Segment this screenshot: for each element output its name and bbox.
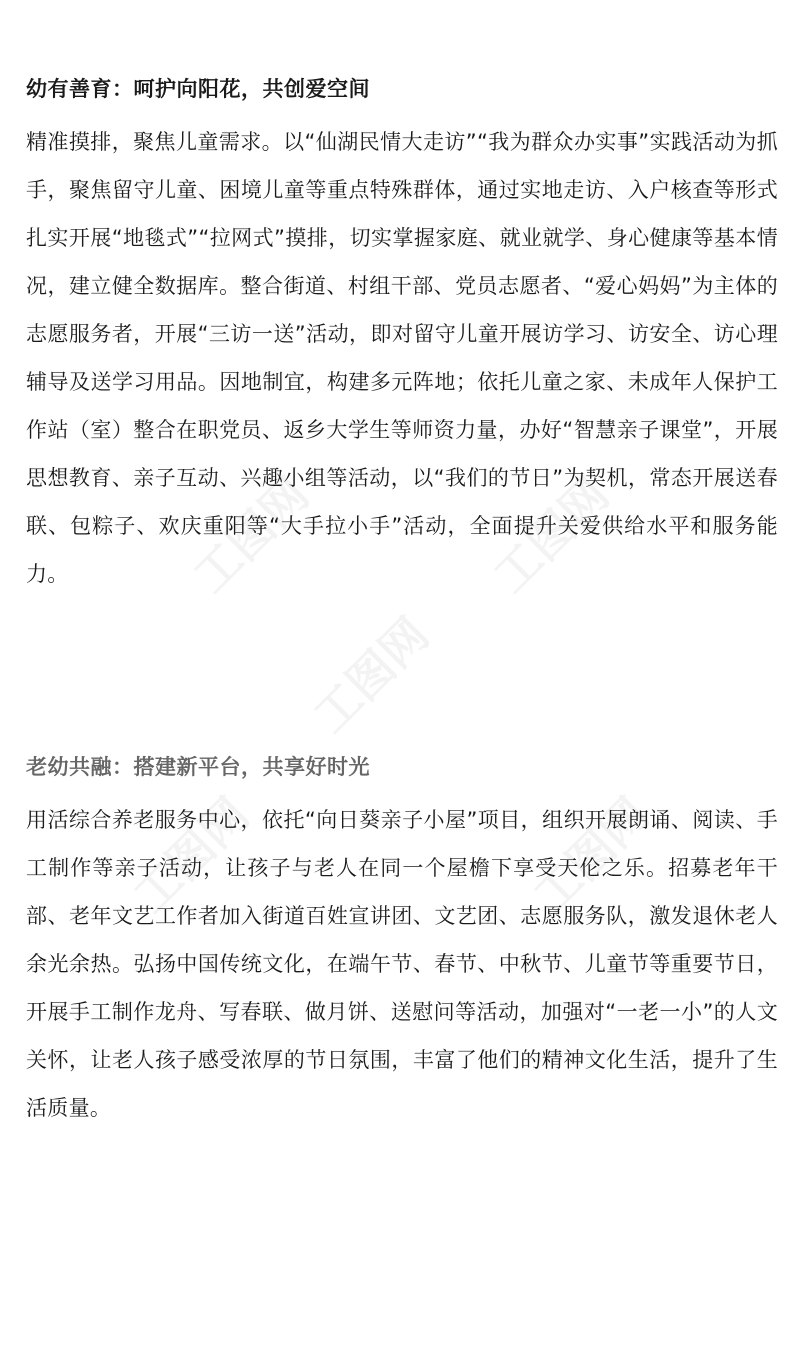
section-heading: 老幼共融：搭建新平台，共享好时光	[26, 755, 370, 779]
watermark: 工图网	[123, 787, 260, 924]
watermark: 工图网	[483, 467, 620, 604]
section-elder-child	[26, 750, 778, 1132]
watermark: 工图网	[523, 787, 660, 924]
section-child-care	[26, 72, 778, 598]
watermark: 工图网	[303, 607, 440, 744]
section-heading: 幼有善育：呵护向阳花，共创爱空间	[26, 77, 370, 101]
watermark: 工图网	[183, 467, 320, 604]
section-paragraph: 精准摸排，聚焦儿童需求。以“仙湖民情大走访”“我为群众办实事”实践活动为抓手，聚焦留守儿童、困境儿童等重点特殊群体，通过实地走访、入户核查等形式扎实开展“地毯式”“拉网式”摸排，切实掌握家庭、就业就学、身心健康等基本情况，建立健全数据库。整合街道、村组干部、党员志愿者、“爱心妈妈”为主体的志愿服务者，开展“三访一送”活动，即对留守儿童开展访学习、访安全、访心理辅导及送学习用品。因地制宜，构建多元阵地；依托儿童之家、未成年人保护工作站（室）整合在职党员、返乡大学生等师资力量，办好“智慧亲子课堂”，开展思想教育、亲子互动、兴趣小组等活动，以“我们的节日”为契机，常态开展送春联、包粽子、欢庆重阳等“大手拉小手”活动，全面提升关爱供给水平和服务能力。	[26, 130, 778, 586]
section-paragraph: 用活综合养老服务中心，依托“向日葵亲子小屋”项目，组织开展朗诵、阅读、手工制作等亲子活动，让孩子与老人在同一个屋檐下享受天伦之乐。招募老年干部、老年文艺工作者加入街道百姓宣讲团、文艺团、志愿服务队，激发退休老人余光余热。弘扬中国传统文化，在端午节、春节、中秋节、儿童节等重要节日，开展手工制作龙舟、写春联、做月饼、送慰问等活动，加强对“一老一小”的人文关怀，让老人孩子感受浓厚的节日氛围，丰富了他们的精神文化生活，提升了生活质量。	[26, 808, 778, 1120]
